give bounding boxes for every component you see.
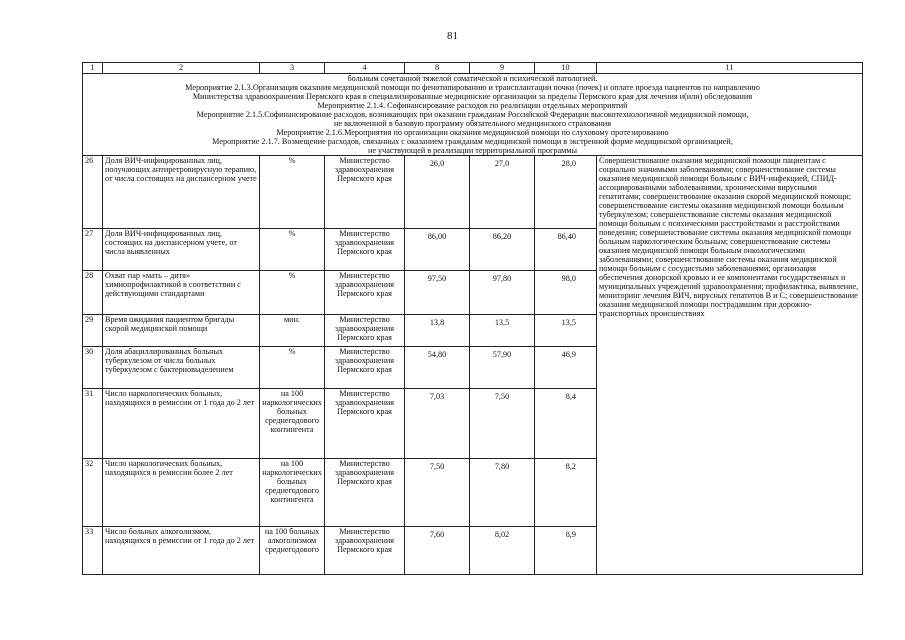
value-col8-cell: 7,50: [405, 459, 470, 527]
measure-line: Министерства здравоохранения Пермского края в специализированные медицинские организации за пределы Пермского края для лечения и(или) обследования: [192, 92, 753, 101]
value-col9-cell: 57,90: [470, 347, 535, 389]
value-col9-cell: 7,50: [470, 389, 535, 459]
responsible-org-cell: Министерство здравоохранения Пермского края: [325, 459, 405, 527]
row-number-cell: 26: [83, 156, 103, 229]
row-number-cell: 28: [83, 271, 103, 315]
unit-cell: %: [260, 347, 325, 389]
indicator-name-cell: Доля ВИЧ-инфицированных лиц, состоящих на диспансерном учете, от числа выявленных: [103, 229, 260, 271]
value-col9-cell: 13,5: [470, 315, 535, 347]
responsible-org-cell: Министерство здравоохранения Пермского края: [325, 315, 405, 347]
measure-line: не включенной в базовую программу обязательного медицинского страхования: [334, 119, 611, 128]
unit-cell: на 100 больных алкоголизмом среднегодового: [260, 527, 325, 575]
value-col10-cell: 8,4: [535, 389, 597, 459]
row-number-cell: 29: [83, 315, 103, 347]
value-col8-cell: 13,8: [405, 315, 470, 347]
value-col10-cell: 46,9: [535, 347, 597, 389]
measures-block: [83, 74, 863, 156]
responsible-org-cell: Министерство здравоохранения Пермского края: [325, 156, 405, 229]
measure-line: Мероприятие 2.1.3.Организация оказания медицинской помощи по фенотипированию и трансплантации почки (почек) и оплате проезда пациентов по направлению: [185, 83, 760, 92]
value-col10-cell: 86,40: [535, 229, 597, 271]
value-col8-cell: 7,03: [405, 389, 470, 459]
responsible-org-cell: Министерство здравоохранения Пермского края: [325, 389, 405, 459]
row-number-cell: 33: [83, 527, 103, 575]
value-col9-cell: 8,02: [470, 527, 535, 575]
value-col9-cell: 86,20: [470, 229, 535, 271]
measure-line: Мероприятие 2.1.7. Возмещение расходов, связанных с оказанием гражданам медицинской помощи в экстренной форме медицинской организацией,: [212, 137, 733, 146]
unit-cell: %: [260, 271, 325, 315]
measure-line: больным сочетанной тяжелой соматической и психической патологией.: [347, 74, 598, 83]
column-header: 2: [103, 63, 260, 74]
table-row: [83, 156, 863, 229]
value-col8-cell: 26,0: [405, 156, 470, 229]
row-number-cell: 31: [83, 389, 103, 459]
value-col8-cell: 97,50: [405, 271, 470, 315]
measures-row: [83, 74, 863, 156]
column-header: 4: [325, 63, 405, 74]
column-header: 9: [470, 63, 535, 74]
responsible-org-cell: Министерство здравоохранения Пермского края: [325, 229, 405, 271]
value-col10-cell: 13,5: [535, 315, 597, 347]
value-col10-cell: 28,0: [535, 156, 597, 229]
column-header: 11: [597, 63, 863, 74]
value-col9-cell: 7,80: [470, 459, 535, 527]
unit-cell: %: [260, 229, 325, 271]
row-number-cell: 27: [83, 229, 103, 271]
value-col8-cell: 86,00: [405, 229, 470, 271]
page-number: 81: [447, 30, 458, 42]
value-col8-cell: 54,80: [405, 347, 470, 389]
unit-cell: %: [260, 156, 325, 229]
indicator-name-cell: Доля абациллированных больных туберкулезом от числа больных туберкулезом с бактериовыделением: [103, 347, 260, 389]
indicator-name-cell: Доля ВИЧ-инфицированных лиц, получающих антиретровирусную терапию, от числа состоящих на диспансерном учете: [103, 156, 260, 229]
indicator-name-cell: Число наркологических больных, находящихся в ремиссии более 2 лет: [103, 459, 260, 527]
indicator-name-cell: Число больных алкоголизмом, находящихся в ремиссии от 1 года до 2 лет: [103, 527, 260, 575]
column-header: 10: [535, 63, 597, 74]
value-col10-cell: 8,2: [535, 459, 597, 527]
unit-cell: на 100 наркологических больных среднегодового контингента: [260, 459, 325, 527]
value-col8-cell: 7,60: [405, 527, 470, 575]
column-header: 3: [260, 63, 325, 74]
indicator-name-cell: Охват пар «мать – дитя» химиопрофилактикой в соответствии с действующими стандартами: [103, 271, 260, 315]
column-header: 1: [83, 63, 103, 74]
measure-line: Мероприятие 2.1.6.Мероприятия по организации оказания медицинской помощи по слуховому протезированию: [276, 128, 669, 137]
unit-cell: мин.: [260, 315, 325, 347]
responsible-org-cell: Министерство здравоохранения Пермского края: [325, 271, 405, 315]
unit-cell: на 100 наркологических больных среднегодового контингента: [260, 389, 325, 459]
measure-line: Мероприятие 2.1.5.Софинансирование расходов, возникающих при оказании гражданам Российской Федерации высокотехнологичной медицинской помощи,: [196, 110, 749, 119]
value-col10-cell: 98,0: [535, 271, 597, 315]
value-col9-cell: 97,80: [470, 271, 535, 315]
measure-line: не участвующей в реализации территориальной программы: [367, 146, 578, 155]
column-header: 8: [405, 63, 470, 74]
header-row: [83, 63, 863, 74]
measure-line: Мероприятие 2.1.4. Софинансирование расходов по реализации отдельных мероприятий: [317, 101, 628, 110]
responsible-org-cell: Министерство здравоохранения Пермского края: [325, 347, 405, 389]
directions-cell: Совершенствование оказания медицинской помощи пациентам с социально значимыми заболеваниями; совершенствование системы оказания медицинской помощи больным с ВИЧ-инфекцией, СПИД-ассоциированными заболеваниями, хроническими вирусными гепатитами; совершенствование оказания скорой медицинской помощи; совершенствование системы оказания медицинской помощи больным туберкулезом; совершенствование системы оказания медицинской помощи больным с психическими расстройствами и расстройствами поведения; совершенствование системы оказания медицинской помощи больным наркологическим больным; совершенствование системы оказания медицинской помощи больным онкологическими заболеваниями; совершенствование системы оказания медицинской помощи больным с сосудистыми заболеваниями; организация обеспечения донорской кровью и ее компонентами государственных и муниципальных учреждений здравоохранения; профилактика, выявление, мониторинг лечения ВИЧ, вирусных гепатитов В и С; совершенствование оказания медицинской помощи пострадавшим при дорожно-транспортных происшествиях: [597, 156, 863, 575]
indicator-name-cell: Число наркологических больных, находящихся в ремиссии от 1 года до 2 лет: [103, 389, 260, 459]
indicators-table: [82, 62, 863, 575]
row-number-cell: 32: [83, 459, 103, 527]
value-col10-cell: 8,9: [535, 527, 597, 575]
indicator-name-cell: Время ожидания пациентом бригады скорой медицинской помощи: [103, 315, 260, 347]
responsible-org-cell: Министерство здравоохранения Пермского края: [325, 527, 405, 575]
row-number-cell: 30: [83, 347, 103, 389]
value-col9-cell: 27,0: [470, 156, 535, 229]
